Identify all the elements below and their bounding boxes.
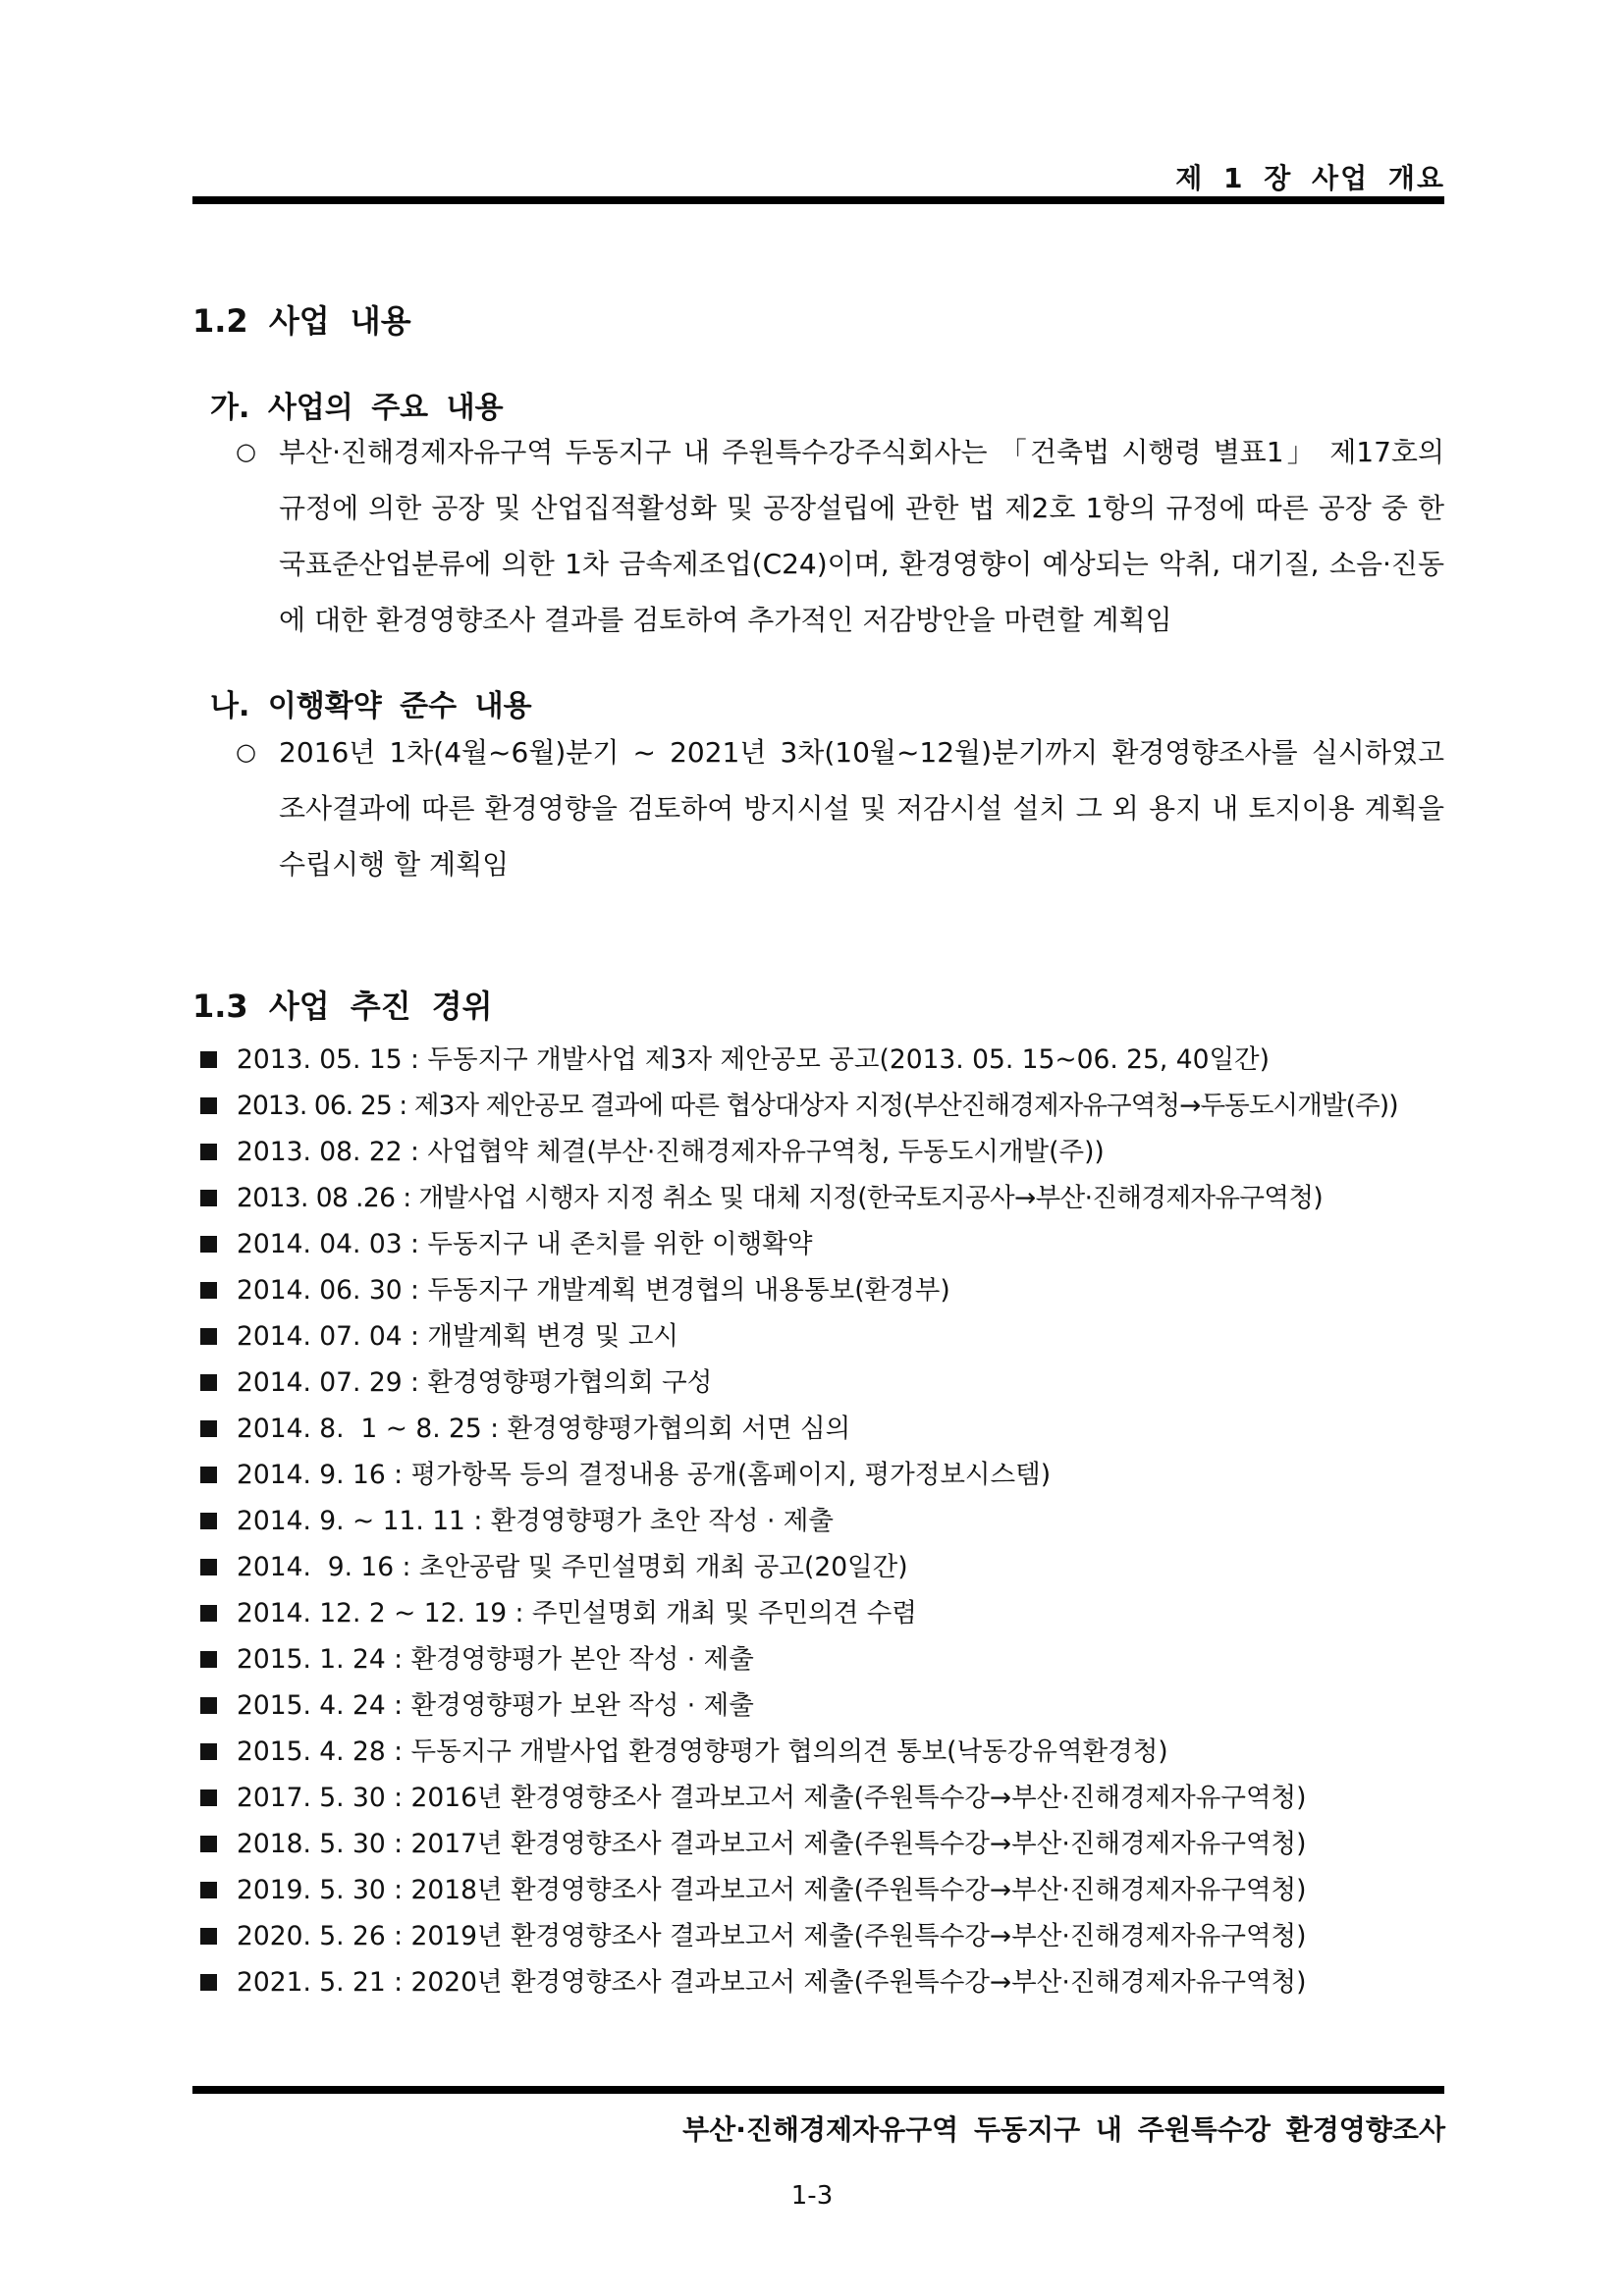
list-item-text: 2018. 5. 30 : 2017년 환경영향조사 결과보고서 제출(주원특수강→부산·진해경제자유구역청) [237,1829,1307,1859]
list-item-text: 2014. 8. 1 ~ 8. 25 : 환경영향평가협의회 서면 심의 [237,1414,851,1444]
page-number: 1-3 [790,2181,834,2211]
section-title-1-3: 1.3 사업 추진 경위 [192,988,493,1025]
list-item-text: 2014. 9. 16 : 평가항목 등의 결정내용 공개(홈페이지, 평가정보시스템) [237,1460,1052,1490]
list-item [192,1498,1459,1544]
square-bullet-icon [200,1051,217,1068]
list-item-text: 2015. 1. 24 : 환경영향평가 본안 작성 · 제출 [237,1644,754,1675]
list-item-text: 2014. 04. 03 : 두동지구 내 존치를 위한 이행확약 [237,1229,813,1259]
square-bullet-icon [200,1651,217,1668]
footer-rule [192,2086,1444,2094]
list-item-text: 2020. 5. 26 : 2019년 환경영향조사 결과보고서 제출(주원특수강→부산·진해경제자유구역청) [237,1921,1307,1951]
square-bullet-icon [200,1882,217,1898]
list-item-text: 2015. 4. 28 : 두동지구 개발사업 환경영향평가 협의의견 통보(낙동강유역환경청) [237,1736,1168,1767]
square-bullet-icon [200,1605,217,1622]
list-item [192,1867,1459,1913]
square-bullet-icon [200,1974,217,1991]
list-item [192,1729,1459,1775]
square-bullet-icon [200,1190,217,1206]
paragraph-main-content [236,424,1444,648]
paragraph-text: 부산·진해경제자유구역 두동지구 내 주원특수강주식회사는 「건축법 시행령 별표1」 제17호의 규정에 의한 공장 및 산업집적활성화 및 공장설립에 관한 법 제2호 1항의 규정에 따른 공장 중 한국표준산업분류에 의한 1차 금속제조업(C24)이며, 환경영향이 예상되는 악취, 대기질, 소음·진동에 대한 환경영향조사 결과를 검토하여 추가적인 저감방안을 마련할 계획임 [279,436,1444,636]
square-bullet-icon [200,1559,217,1575]
circle-bullet: ○ [236,738,256,766]
square-bullet-icon [200,1097,217,1114]
list-item-text: 2014. 07. 04 : 개발계획 변경 및 고시 [237,1321,679,1352]
paragraph-text: 2016년 1차(4월~6월)분기 ~ 2021년 3차(10월~12월)분기까지 환경영향조사를 실시하였고 조사결과에 따른 환경영향을 검토하여 방지시설 및 저감시설 설치 그 외 용지 내 토지이용 계획을 수립시행 할 계획임 [279,736,1444,881]
list-item-text: 2014. 9. ~ 11. 11 : 환경영향평가 초안 작성 · 제출 [237,1506,834,1536]
list-item-text: 2014. 9. 16 : 초안공람 및 주민설명회 개최 공고(20일간) [237,1552,908,1582]
square-bullet-icon [200,1467,217,1483]
square-bullet-icon [200,1928,217,1945]
square-bullet-icon [200,1282,217,1299]
list-item-text: 2021. 5. 21 : 2020년 환경영향조사 결과보고서 제출(주원특수강→부산·진해경제자유구역청) [237,1967,1307,1998]
square-bullet-icon [200,1513,217,1529]
list-item [192,1175,1459,1221]
list-item-text: 2017. 5. 30 : 2016년 환경영향조사 결과보고서 제출(주원특수강→부산·진해경제자유구역청) [237,1783,1307,1813]
list-item [192,1406,1459,1452]
circle-bullet: ○ [236,438,256,465]
list-item [192,1360,1459,1406]
square-bullet-icon [200,1374,217,1391]
list-item [192,1775,1459,1821]
footer-title: 부산·진해경제자유구역 두동지구 내 주원특수강 환경영향조사 [682,2113,1445,2146]
list-item [192,1682,1459,1729]
list-item [192,1959,1459,2005]
subsection-title-b: 나. 이행확약 준수 내용 [210,689,532,723]
list-item [192,1821,1459,1867]
list-item [192,1590,1459,1636]
list-item [192,1037,1459,1083]
list-item-text: 2015. 4. 24 : 환경영향평가 보완 작성 · 제출 [237,1690,754,1721]
list-item [192,1129,1459,1175]
square-bullet-icon [200,1236,217,1253]
list-item [192,1452,1459,1498]
list-item [192,1913,1459,1959]
list-item [192,1636,1459,1682]
list-item-text: 2013. 08. 22 : 사업협약 체결(부산·진해경제자유구역청, 두동도시개발(주)) [237,1137,1105,1167]
square-bullet-icon [200,1144,217,1160]
square-bullet-icon [200,1743,217,1760]
list-item [192,1544,1459,1590]
list-item-text: 2013. 05. 15 : 두동지구 개발사업 제3자 제안공모 공고(2013. 05. 15~06. 25, 40일간) [237,1044,1270,1075]
list-item [192,1221,1459,1267]
list-item-text: 2014. 07. 29 : 환경영향평가협의회 구성 [237,1367,713,1398]
list-item [192,1267,1459,1313]
square-bullet-icon [200,1789,217,1806]
list-item-text: 2019. 5. 30 : 2018년 환경영향조사 결과보고서 제출(주원특수강→부산·진해경제자유구역청) [237,1875,1307,1905]
list-item-text: 2014. 06. 30 : 두동지구 개발계획 변경협의 내용통보(환경부) [237,1275,950,1306]
list-item-text: 2014. 12. 2 ~ 12. 19 : 주민설명회 개최 및 주민의견 수렴 [237,1598,917,1629]
chapter-header: 제 1 장 사업 개요 [1175,162,1445,194]
square-bullet-icon [200,1697,217,1714]
square-bullet-icon [200,1420,217,1437]
list-item-text: 2013. 06. 25 : 제3자 제안공모 결과에 따른 협상대상자 지정(부산진해경제자유구역청→두동도시개발(주)) [237,1091,1398,1121]
section-title-1-2: 1.2 사업 내용 [192,302,411,340]
subsection-title-a: 가. 사업의 주요 내용 [210,391,504,425]
header-rule [192,196,1444,204]
list-item [192,1313,1459,1360]
square-bullet-icon [200,1836,217,1852]
history-list [192,1037,1459,2005]
list-item [192,1083,1459,1129]
list-item-text: 2013. 08 .26 : 개발사업 시행자 지정 취소 및 대체 지정(한국토지공사→부산·진해경제자유구역청) [237,1183,1324,1213]
square-bullet-icon [200,1328,217,1345]
paragraph-commitment [236,724,1444,892]
